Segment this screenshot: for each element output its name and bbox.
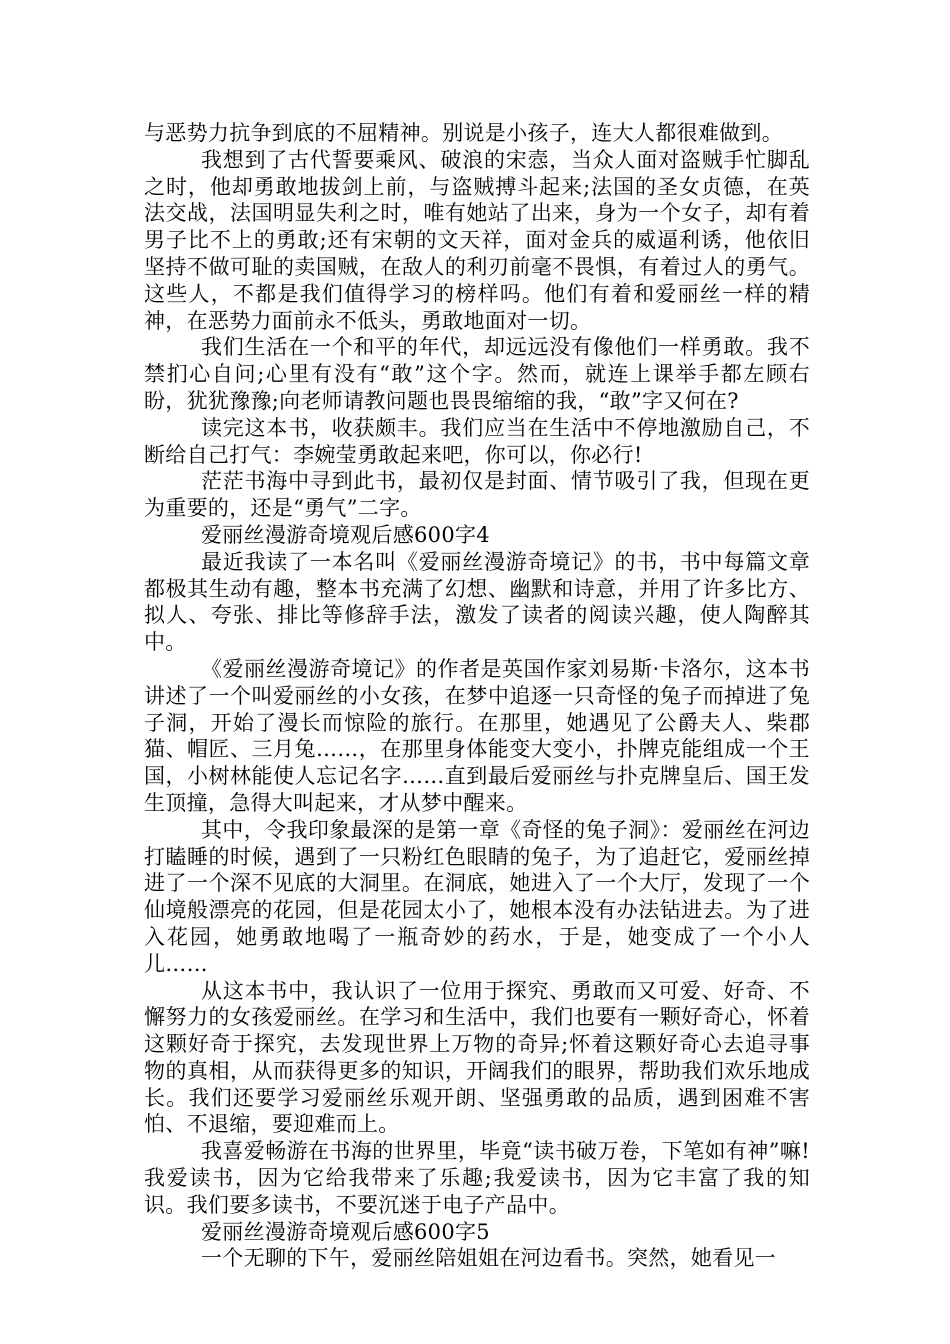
paragraph-8: 其中，令我印象最深的是第一章《奇怪的兔子洞》：爱丽丝在河边打瞌睡的时候，遇到了一只粉红色眼睛的兔子，为了追赶它，爱丽丝掉进了一个深不见底的大洞里。在洞底，她进入了一个大厅，发现了一个仙境般漂亮的花园，但是花园太小了，她根本没有办法钻进去。为了进入花园，她勇敢地喝了一瓶奇妙的药水，于是，她变成了一个小人儿…… <box>144 817 810 976</box>
paragraph-10: 我喜爱畅游在书海的世界里，毕竟“读书破万卷，下笔如有神”嘛!我爱读书，因为它给我带来了乐趣;我爱读书，因为它丰富了我的知识。我们要多读书，不要沉迷于电子产品中。 <box>144 1139 810 1217</box>
section-heading-5: 爱丽丝漫游奇境观后感600字5 <box>201 1219 490 1244</box>
paragraph-9: 从这本书中，我认识了一位用于探究、勇敢而又可爱、好奇、不懈努力的女孩爱丽丝。在学习和生活中，我们也要有一颗好奇心，怀着这颗好奇于探究，去发现世界上万物的奇异;怀着这颗好奇心去追寻事物的真相，从而获得更多的知识，开阔我们的眼界，帮助我们欢乐地成长。我们还要学习爱丽丝乐观开朗、坚强勇敢的品质，遇到困难不害怕、不退缩，要迎难而上。 <box>144 978 810 1137</box>
paragraph-11: 一个无聊的下午，爱丽丝陪姐姐在河边看书。突然，她看见一 <box>201 1246 777 1271</box>
paragraph-5: 茫茫书海中寻到此书，最初仅是封面、情节吸引了我，但现在更为重要的，还是“勇气”二字。 <box>144 469 810 521</box>
paragraph-4: 读完这本书，收获颇丰。我们应当在生活中不停地激励自己，不断给自己打气：李婉莹勇敢起来吧，你可以，你必行! <box>144 415 810 467</box>
paragraph-2: 我想到了古代誓要乘风、破浪的宋悫，当众人面对盗贼手忙脚乱之时，他却勇敢地拔剑上前，与盗贼搏斗起来;法国的圣女贞德，在英法交战，法国明显失利之时，唯有她站了出来，身为一个女子，却有着男子比不上的勇敢;还有宋朝的文天祥，面对金兵的威逼利诱，他依旧坚持不做可耻的卖国贼，在敌人的利刃前毫不畏惧，有着过人的勇气。这些人，不都是我们值得学习的榜样吗。他们有着和爱丽丝一样的精神，在恶势力面前永不低头，勇敢地面对一切。 <box>144 147 810 333</box>
section-heading-4: 爱丽丝漫游奇境观后感600字4 <box>201 522 490 547</box>
paragraph-1: 与恶势力抗争到底的不屈精神。别说是小孩子，连大人都很难做到。 <box>144 121 783 145</box>
paragraph-6: 最近我读了一本名叫《爱丽丝漫游奇境记》的书，书中每篇文章都极其生动有趣，整本书充满了幻想、幽默和诗意，并用了许多比方、拟人、夸张、排比等修辞手法，激发了读者的阅读兴趣，使人陶醉其中。 <box>144 549 810 655</box>
paragraph-3: 我们生活在一个和平的年代，却远远没有像他们一样勇敢。我不禁扪心自问;心里有没有“敢”这个字。然而，就连上课举手都左顾右盼，犹犹豫豫;向老师请教问题也畏畏缩缩的我，“敢”字又何在? <box>144 335 810 413</box>
paragraph-7: 《爱丽丝漫游奇境记》的作者是英国作家刘易斯·卡洛尔，这本书讲述了一个叫爱丽丝的小女孩，在梦中追逐一只奇怪的兔子而掉进了兔子洞，开始了漫长而惊险的旅行。在那里，她遇见了公爵夫人、柴郡猫、帽匠、三月兔……，在那里身体能变大变小，扑牌克能组成一个王国，小树林能使人忘记名字……直到最后爱丽丝与扑克牌皇后、国王发生顶撞，急得大叫起来，才从梦中醒来。 <box>144 656 810 815</box>
document-page <box>144 120 810 1272</box>
